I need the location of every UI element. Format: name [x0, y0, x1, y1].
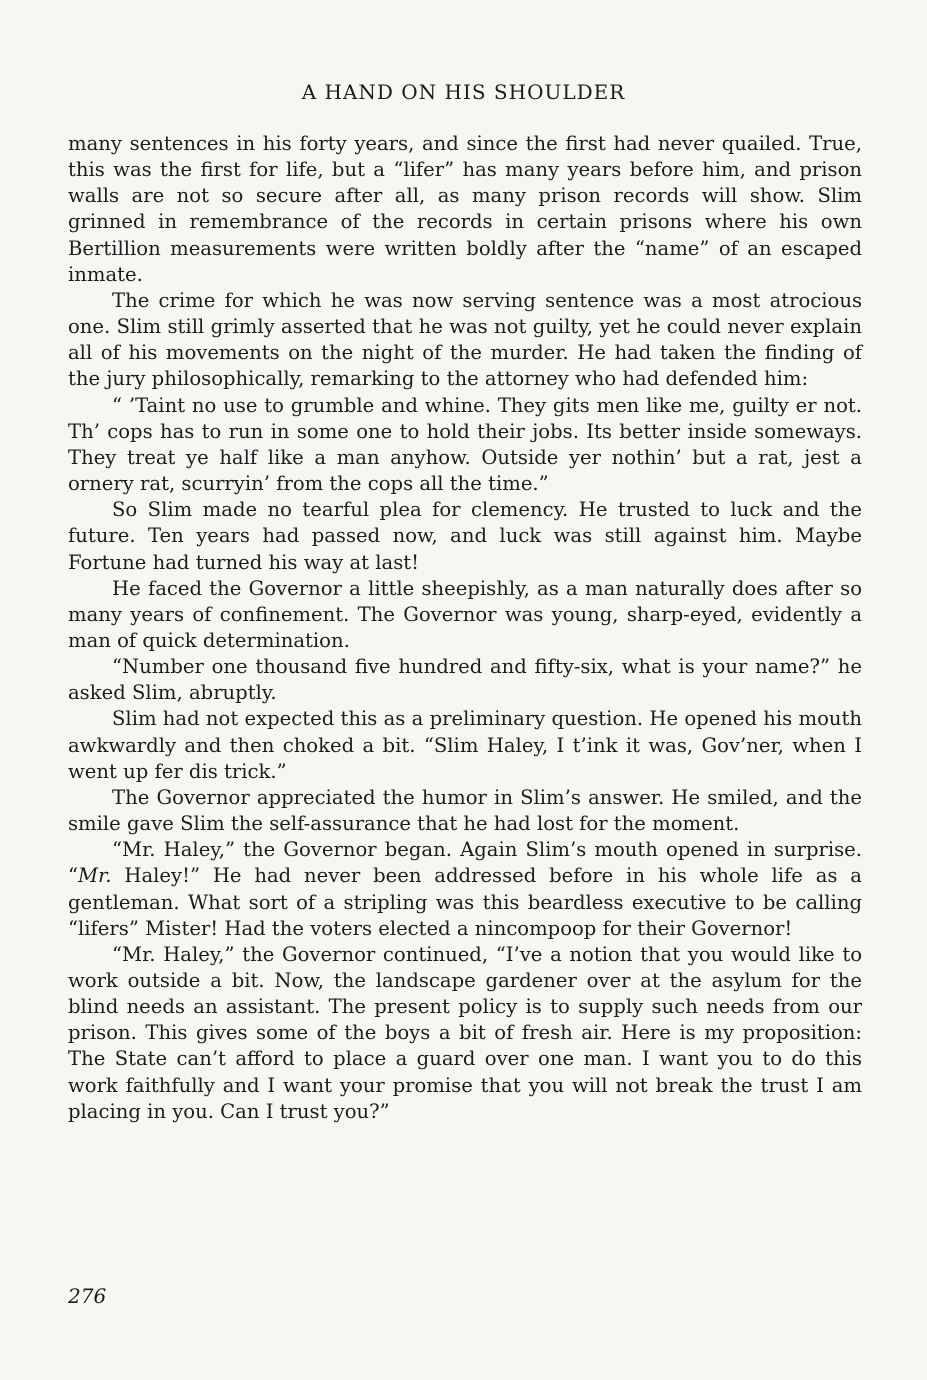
paragraph-9-lead: “Mr. Haley,” the Governor began. Again Slim’s mouth opened in surprise. “	[68, 838, 862, 888]
paragraph-5: He faced the Governor a little sheepishly, as a man naturally does after so many years of confinement. The Governor was young, sharp-eyed, evidently a man of quick determination.	[68, 576, 862, 652]
paragraph-10: “Mr. Haley,” the Governor continued, “I’ve a notion that you would like to work outside a bit. Now, the landscape gardener over at the asylum for the blind needs an assistant. The present policy is to supply such needs from our prison. This gives some of the boys a bit of fresh air. Here is my proposition: The State can’t afford to place a guard over one man. I want you to do this work faithfully and I want your promise that you will not break the trust I am placing in you. Can I trust you?”	[68, 942, 862, 1123]
paragraph-6: “Number one thousand five hundred and fifty-six, what is your name?” he asked Slim, abruptly.	[68, 655, 862, 705]
body-text	[68, 131, 862, 1125]
page-number: 276	[68, 1284, 107, 1308]
running-head-title: A HAND ON HIS SHOULDER	[301, 80, 626, 104]
paragraph-3: “ ’Taint no use to grumble and whine. They gits men like me, guilty er not. Th’ cops has to run in some one to hold their jobs. Its better inside someways. They treat ye half like a man anyhow. Outside yer nothin’ but a rat, jest a ornery rat, scurryin’ from the cops all the time.”	[68, 393, 862, 496]
paragraph-9	[68, 837, 862, 942]
paragraph-8: The Governor appreciated the humor in Slim’s answer. He smiled, and the smile gave Slim the self-assurance that he had lost for the moment.	[68, 785, 862, 836]
paragraph-4: So Slim made no tearful plea for clemency. He trusted to luck and the future. Ten years had passed now, and luck was still against him. Maybe Fortune had turned his way at last!	[68, 498, 862, 574]
paragraph-9-emphasis: Mr.	[78, 864, 112, 888]
paragraph-1: many sentences in his forty years, and since the first had never quailed. True, this was the first for life, but a “lifer” has many years before him, and prison walls are not so secure after all, as many prison records will show. Slim grinned in remembrance of the records in certain prisons where his own Bertillion measurements were written boldly after the “name” of an escaped inmate.	[68, 132, 862, 286]
paragraph-7: Slim had not expected this as a preliminary question. He opened his mouth awkwardly and then choked a bit. “Slim Haley, I t’ink it was, Gov’ner, when I went up fer dis trick.”	[68, 707, 862, 783]
paragraph-2: The crime for which he was now serving sentence was a most atrocious one. Slim still grimly asserted that he was not guilty, yet he could never explain all of his movements on the night of the murder. He had taken the finding of the jury philosophically, remarking to the attorney who had defended him:	[68, 288, 862, 391]
paragraph-9-rest: Haley!” He had never been addressed before in his whole life as a gentleman. What sort of a stripling was this beardless executive to be calling “lifers” Mister! Had the voters elected a nincompoop for their Governor!	[68, 864, 862, 940]
